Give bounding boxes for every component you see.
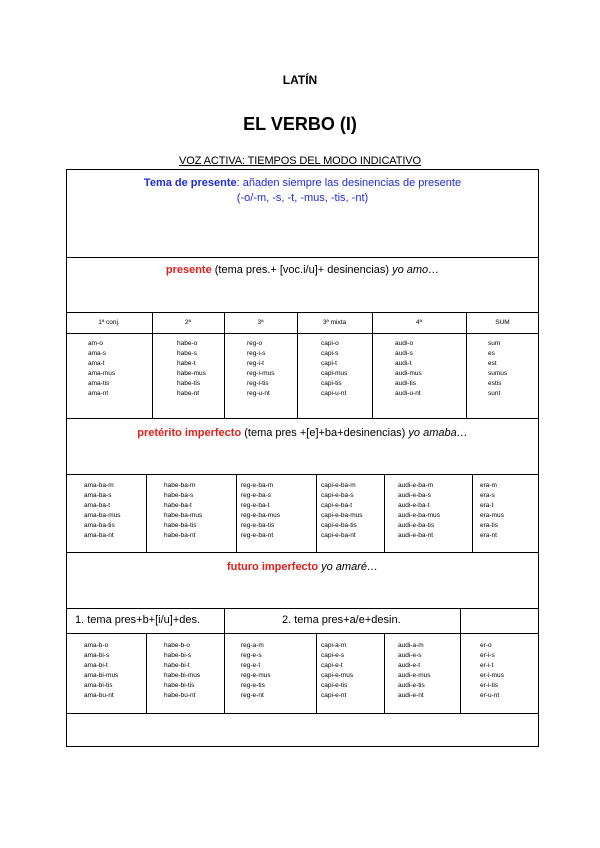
column-divider bbox=[384, 633, 385, 713]
imperfecto-formula: (tema pres +[e]+ba+desinencias) bbox=[241, 427, 406, 439]
form: est bbox=[488, 360, 497, 367]
column-divider bbox=[224, 608, 225, 713]
form: era-m bbox=[480, 482, 497, 489]
form: capi-mus bbox=[321, 370, 348, 377]
column-divider bbox=[372, 312, 373, 418]
futuro-group-1: 1. tema pres+b+[i/u]+des. bbox=[75, 614, 201, 626]
form: audi-tis bbox=[395, 380, 416, 387]
form: habe-o bbox=[177, 340, 198, 347]
form: capi-e-nt bbox=[321, 692, 347, 699]
form: audi-e-t bbox=[398, 662, 421, 669]
form: habe-bu-nt bbox=[164, 692, 196, 699]
futuro-forms-2 bbox=[164, 641, 200, 701]
form: reg-e-mus bbox=[241, 672, 271, 679]
form: reg-e-ba-nt bbox=[241, 532, 274, 539]
form: reg-e-ba-mus bbox=[241, 512, 281, 519]
form: capi-e-ba-m bbox=[321, 482, 356, 489]
futuro-label: futuro imperfecto bbox=[227, 561, 319, 573]
form: audi-e-mus bbox=[398, 672, 431, 679]
form: audi-u-nt bbox=[395, 390, 421, 397]
tema-presente-endings: (-o/-m, -s, -t, -mus, -tis, -nt) bbox=[236, 192, 369, 204]
divider bbox=[66, 713, 539, 714]
form: audi-e-ba-s bbox=[398, 492, 431, 499]
tema-presente-text: : añaden siempre las desinencias de presente bbox=[236, 177, 462, 189]
presente-label: presente bbox=[165, 264, 212, 276]
form: audi-o bbox=[395, 340, 414, 347]
column-divider bbox=[316, 633, 317, 713]
form: reg-o bbox=[247, 340, 263, 347]
form: reg-a-m bbox=[241, 642, 264, 649]
form: audi-e-ba-m bbox=[398, 482, 434, 489]
form: ama-ba-mus bbox=[84, 512, 121, 519]
form: audi-s bbox=[395, 350, 413, 357]
form: habe-ba-mus bbox=[164, 512, 203, 519]
form: era-nt bbox=[480, 532, 497, 539]
divider bbox=[66, 333, 539, 334]
form: habe-t bbox=[177, 360, 196, 367]
form: reg-i-mus bbox=[247, 370, 275, 377]
presente-forms-4 bbox=[395, 339, 422, 399]
form: reg-i-t bbox=[247, 360, 264, 367]
column-divider bbox=[460, 608, 461, 713]
form: ama-ba-nt bbox=[84, 532, 114, 539]
form: audi-t bbox=[395, 360, 412, 367]
form: ama-ba-tis bbox=[84, 522, 115, 529]
form: audi-e-s bbox=[398, 652, 422, 659]
form: habe-b-o bbox=[164, 642, 191, 649]
form: capi-tis bbox=[321, 380, 342, 387]
form: audi-e-tis bbox=[398, 682, 425, 689]
presente-formula: (tema pres.+ [voc.i/u]+ desinencias) bbox=[211, 264, 390, 276]
presente-forms-sum bbox=[488, 339, 507, 399]
form: reg-e-t bbox=[241, 662, 261, 669]
form: ama-ba-m bbox=[84, 482, 114, 489]
column-header-1: 1ª conj. bbox=[98, 319, 120, 326]
futuro-forms-4 bbox=[398, 641, 431, 701]
form: habe-ba-s bbox=[164, 492, 194, 499]
column-header-sum: SUM bbox=[495, 319, 510, 326]
form: er-i-mus bbox=[480, 672, 504, 679]
futuro-example: yo amaré… bbox=[318, 561, 378, 573]
column-divider bbox=[316, 474, 317, 552]
form: capi-e-t bbox=[321, 662, 343, 669]
form: ama-s bbox=[88, 350, 107, 357]
form: ama-bi-tis bbox=[84, 682, 113, 689]
form: reg-e-ba-t bbox=[241, 502, 270, 509]
form: audi-e-ba-t bbox=[398, 502, 430, 509]
presente-forms-2 bbox=[177, 339, 206, 399]
form: capi-o bbox=[321, 340, 339, 347]
futuro-forms-sum bbox=[480, 641, 504, 701]
form: sunt bbox=[488, 390, 501, 397]
form: ama-bu-nt bbox=[84, 692, 114, 699]
column-header-3: 3ª bbox=[257, 319, 264, 326]
form: ama-nt bbox=[88, 390, 109, 397]
section-subtitle bbox=[0, 155, 600, 167]
form: audi-e-ba-tis bbox=[398, 522, 435, 529]
column-header-3-mixta: 3ª mixta bbox=[322, 319, 347, 326]
column-header-4: 4ª bbox=[415, 319, 423, 326]
form: capi-t bbox=[321, 360, 337, 367]
form: habe-bi-tis bbox=[164, 682, 195, 689]
form: capi-s bbox=[321, 350, 339, 357]
form: reg-e-nt bbox=[241, 692, 264, 699]
form: es bbox=[488, 350, 495, 357]
form: audi-e-ba-mus bbox=[398, 512, 440, 519]
form: sumus bbox=[488, 370, 508, 377]
form: capi-a-m bbox=[321, 642, 347, 649]
form: reg-e-ba-tis bbox=[241, 522, 275, 529]
form: audi-a-m bbox=[398, 642, 424, 649]
form: reg-e-tis bbox=[241, 682, 265, 689]
form: ama-tis bbox=[88, 380, 110, 387]
tema-presente-line bbox=[66, 177, 539, 189]
presente-heading bbox=[66, 264, 539, 276]
divider bbox=[66, 312, 539, 313]
form: capi-e-ba-t bbox=[321, 502, 353, 509]
form: era-s bbox=[480, 492, 495, 499]
form: ama-bi-s bbox=[84, 652, 110, 659]
imperfecto-forms-1 bbox=[84, 481, 120, 541]
tema-presente-label: Tema de presente bbox=[143, 177, 237, 189]
presente-forms-1 bbox=[88, 339, 115, 399]
divider bbox=[66, 418, 539, 419]
form: er-i-t bbox=[480, 662, 494, 669]
page-title: EL VERBO (I) bbox=[243, 114, 357, 134]
form: habe-nt bbox=[177, 390, 200, 397]
form: capi-e-s bbox=[321, 652, 345, 659]
form: audi-mus bbox=[395, 370, 422, 377]
form: habe-ba-m bbox=[164, 482, 196, 489]
form: ama-t bbox=[88, 360, 105, 367]
form: er-o bbox=[480, 642, 492, 649]
form: capi-e-ba-nt bbox=[321, 532, 356, 539]
column-header-2: 2ª bbox=[184, 319, 192, 326]
divider bbox=[66, 633, 539, 634]
form: capi-e-tis bbox=[321, 682, 348, 689]
form: habe-mus bbox=[177, 370, 206, 377]
form: audi-e-nt bbox=[398, 692, 424, 699]
form: ama-bi-mus bbox=[84, 672, 119, 679]
column-divider bbox=[236, 474, 237, 552]
form: am-o bbox=[88, 340, 103, 347]
imperfecto-example: yo amaba… bbox=[405, 427, 468, 439]
subject-title: LATÍN bbox=[282, 73, 318, 87]
form: era-mus bbox=[480, 512, 504, 519]
column-divider bbox=[152, 312, 153, 418]
form: ama-mus bbox=[88, 370, 116, 377]
form: er-i-tis bbox=[480, 682, 499, 689]
form: ama-bi-t bbox=[84, 662, 108, 669]
futuro-forms-1 bbox=[84, 641, 118, 701]
form: reg-e-s bbox=[241, 652, 262, 659]
imperfecto-forms-sum bbox=[480, 481, 504, 541]
form: reg-i-s bbox=[247, 350, 266, 357]
column-divider bbox=[297, 312, 298, 418]
imperfecto-forms-2 bbox=[164, 481, 202, 541]
form: habe-ba-nt bbox=[164, 532, 196, 539]
form: capi-e-mus bbox=[321, 672, 354, 679]
form: er-i-s bbox=[480, 652, 495, 659]
imperfecto-label: pretérito imperfecto bbox=[137, 427, 242, 439]
column-divider bbox=[472, 474, 473, 552]
imperfecto-forms-4 bbox=[398, 481, 440, 541]
divider bbox=[66, 552, 539, 553]
column-divider bbox=[224, 312, 225, 418]
form: sum bbox=[488, 340, 501, 347]
form: er-u-nt bbox=[480, 692, 500, 699]
futuro-heading bbox=[66, 561, 539, 573]
column-divider bbox=[146, 633, 147, 713]
imperfecto-forms-3 bbox=[241, 481, 280, 541]
form: capi-e-ba-mus bbox=[321, 512, 363, 519]
futuro-group-2: 2. tema pres+a/e+desin. bbox=[282, 614, 401, 626]
form: era-tis bbox=[480, 522, 499, 529]
form: habe-bi-t bbox=[164, 662, 190, 669]
form: ama-ba-s bbox=[84, 492, 112, 499]
column-divider bbox=[466, 312, 467, 418]
divider bbox=[66, 608, 539, 609]
form: audi-e-ba-nt bbox=[398, 532, 434, 539]
section-subtitle-text: VOZ ACTIVA: TIEMPOS DEL MODO INDICATIVO bbox=[178, 155, 421, 167]
form: reg-i-tis bbox=[247, 380, 269, 387]
column-divider bbox=[146, 474, 147, 552]
form: era-t bbox=[480, 502, 494, 509]
form: ama-b-o bbox=[84, 642, 109, 649]
presente-forms-3-mixta bbox=[321, 339, 347, 399]
form: capi-u-nt bbox=[321, 390, 347, 397]
form: habe-bi-s bbox=[164, 652, 192, 659]
column-divider bbox=[384, 474, 385, 552]
futuro-forms-3 bbox=[241, 641, 271, 701]
form: habe-ba-t bbox=[164, 502, 192, 509]
form: reg-u-nt bbox=[247, 390, 270, 397]
verb-table bbox=[66, 169, 539, 747]
form: habe-ba-tis bbox=[164, 522, 197, 529]
presente-example: yo amo… bbox=[389, 264, 440, 276]
form: habe-tis bbox=[177, 380, 201, 387]
form: reg-e-ba-m bbox=[241, 482, 274, 489]
form: capi-e-ba-tis bbox=[321, 522, 357, 529]
form: habe-s bbox=[177, 350, 197, 357]
futuro-forms-3-mixta bbox=[321, 641, 353, 701]
form: reg-e-ba-s bbox=[241, 492, 271, 499]
imperfecto-forms-3-mixta bbox=[321, 481, 363, 541]
presente-forms-3 bbox=[247, 339, 274, 399]
divider bbox=[66, 474, 539, 475]
form: estis bbox=[488, 380, 502, 387]
form: capi-e-ba-s bbox=[321, 492, 354, 499]
divider bbox=[66, 257, 539, 258]
imperfecto-heading bbox=[66, 427, 539, 439]
form: ama-ba-t bbox=[84, 502, 111, 509]
form: habe-bi-mus bbox=[164, 672, 201, 679]
